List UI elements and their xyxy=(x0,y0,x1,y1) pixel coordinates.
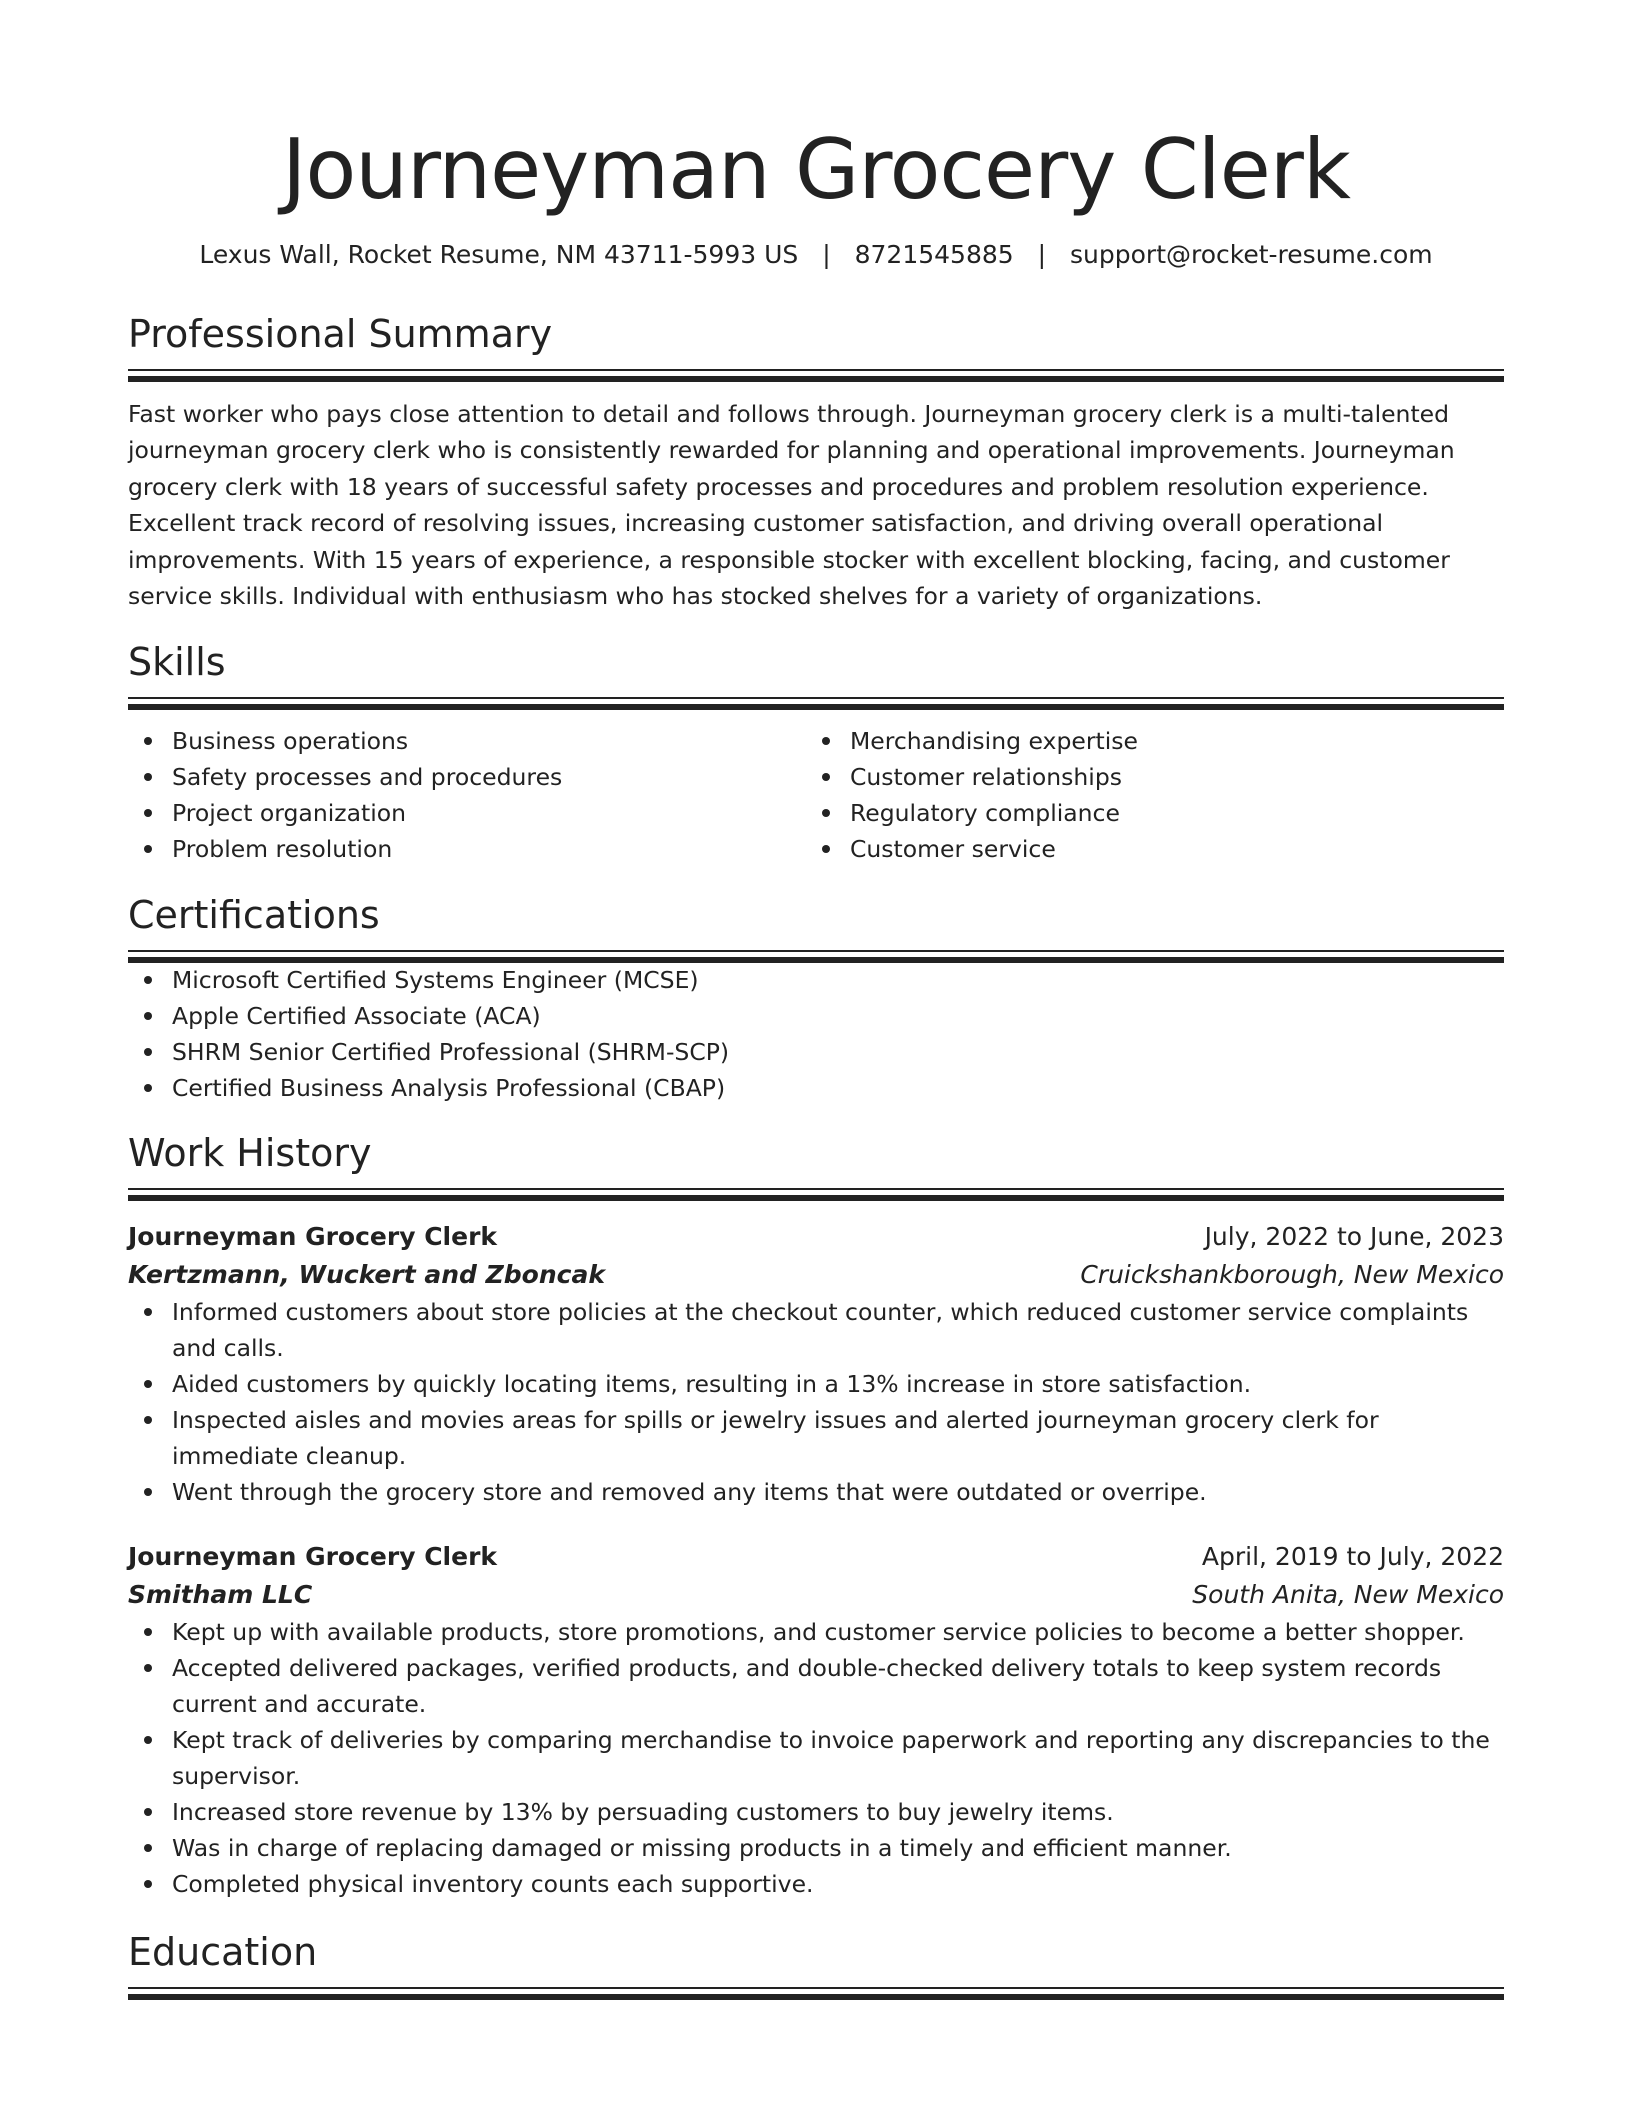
job-company: Smitham LLC xyxy=(128,1580,313,1610)
job-company-row xyxy=(128,1576,1504,1614)
section-title-skills: Skills xyxy=(128,640,226,685)
summary-section xyxy=(128,310,1504,614)
section-title-education: Education xyxy=(128,1930,318,1975)
skill-item: Merchandising expertise xyxy=(806,723,1484,759)
contact-email: support@rocket-resume.com xyxy=(1070,240,1433,269)
section-divider xyxy=(128,950,1504,962)
job-bullet: Was in charge of replacing damaged or missing products in a timely and efficient manner. xyxy=(128,1830,1504,1866)
section-divider xyxy=(128,1987,1504,1999)
skills-column-left xyxy=(128,723,806,867)
section-title-work-history: Work History xyxy=(128,1131,372,1176)
skill-item: Customer service xyxy=(806,831,1484,867)
job-bullet: Inspected aisles and movies areas for spills or jewelry issues and alerted journeyman grocery clerk for immediate cleanup. xyxy=(128,1402,1504,1474)
section-divider xyxy=(128,369,1504,381)
certification-item: Certified Business Analysis Professional (CBAP) xyxy=(128,1070,1504,1106)
job-entry xyxy=(128,1538,1504,1902)
section-divider xyxy=(128,697,1504,709)
job-title: Journeyman Grocery Clerk xyxy=(128,1542,498,1572)
certification-item: Apple Certified Associate (ACA) xyxy=(128,998,1504,1034)
certification-item: Microsoft Certified Systems Engineer (MCSE) xyxy=(128,962,1504,998)
job-bullet: Informed customers about store policies at the checkout counter, which reduced customer service complaints and calls. xyxy=(128,1294,1504,1366)
section-divider xyxy=(128,1188,1504,1200)
job-bullet: Kept up with available products, store promotions, and customer service policies to become a better shopper. xyxy=(128,1614,1504,1650)
section-title-summary: Professional Summary xyxy=(128,312,553,356)
skill-item: Safety processes and procedures xyxy=(128,759,806,795)
certification-item: SHRM Senior Certified Professional (SHRM-SCP) xyxy=(128,1034,1504,1070)
job-company: Kertzmann, Wuckert and Zboncak xyxy=(128,1260,605,1290)
job-bullet-list xyxy=(128,1294,1504,1510)
skill-item: Project organization xyxy=(128,795,806,831)
contact-address: Lexus Wall, Rocket Resume, NM 43711-5993 US xyxy=(199,240,799,269)
job-bullet: Accepted delivered packages, verified products, and double-checked delivery totals to keep system records current and accurate. xyxy=(128,1650,1504,1722)
job-bullet: Kept track of deliveries by comparing merchandise to invoice paperwork and reporting any discrepancies to the supervisor. xyxy=(128,1722,1504,1794)
job-header-row xyxy=(128,1218,1504,1256)
job-bullet-list xyxy=(128,1614,1504,1902)
section-title-certifications: Certifications xyxy=(128,893,380,938)
certifications-list xyxy=(128,962,1504,1106)
education-section xyxy=(128,1928,1504,1999)
skill-item: Business operations xyxy=(128,723,806,759)
certifications-section xyxy=(128,891,1504,1106)
skills-section xyxy=(128,638,1504,867)
skill-item: Customer relationships xyxy=(806,759,1484,795)
resume-page xyxy=(128,0,1504,1999)
job-bullet: Went through the grocery store and removed any items that were outdated or overripe. xyxy=(128,1474,1504,1510)
skill-item: Regulatory compliance xyxy=(806,795,1484,831)
job-location: Cruickshankborough, New Mexico xyxy=(1080,1260,1504,1290)
contact-separator: | xyxy=(822,240,831,269)
contact-line xyxy=(128,238,1504,272)
job-company-row xyxy=(128,1256,1504,1294)
job-entry xyxy=(128,1218,1504,1510)
job-bullet: Completed physical inventory counts each supportive. xyxy=(128,1866,1504,1902)
job-bullet: Increased store revenue by 13% by persuading customers to buy jewelry items. xyxy=(128,1794,1504,1830)
contact-separator: | xyxy=(1037,240,1047,269)
skill-item: Problem resolution xyxy=(128,831,806,867)
job-title: Journeyman Grocery Clerk xyxy=(128,1222,498,1252)
job-location: South Anita, New Mexico xyxy=(1192,1580,1504,1610)
job-dates: April, 2019 to July, 2022 xyxy=(1201,1542,1504,1572)
job-header-row xyxy=(128,1538,1504,1576)
job-dates: July, 2022 to June, 2023 xyxy=(1204,1222,1504,1252)
resume-name: Journeyman Grocery Clerk xyxy=(281,121,1350,218)
skills-grid xyxy=(128,723,1504,867)
work-history-section xyxy=(128,1129,1504,1902)
summary-text: Fast worker who pays close attention to detail and follows through. Journeyman grocery clerk is a multi-talented journeyman grocery clerk who is consistently rewarded for planning and operational improvements. Journeyman grocery clerk with 18 years of successful safety processes and procedures and problem resolution experience. Excellent track record of resolving issues, increasing customer satisfaction, and driving overall operational improvements. With 15 years of experience, a responsible stocker with excellent blocking, facing, and customer service skills. Individual with enthusiasm who has stocked shelves for a variety of organizations. xyxy=(128,400,1455,611)
job-bullet: Aided customers by quickly locating items, resulting in a 13% increase in store satisfaction. xyxy=(128,1366,1504,1402)
contact-phone: 8721545885 xyxy=(854,240,1014,269)
skills-column-right xyxy=(806,723,1484,867)
